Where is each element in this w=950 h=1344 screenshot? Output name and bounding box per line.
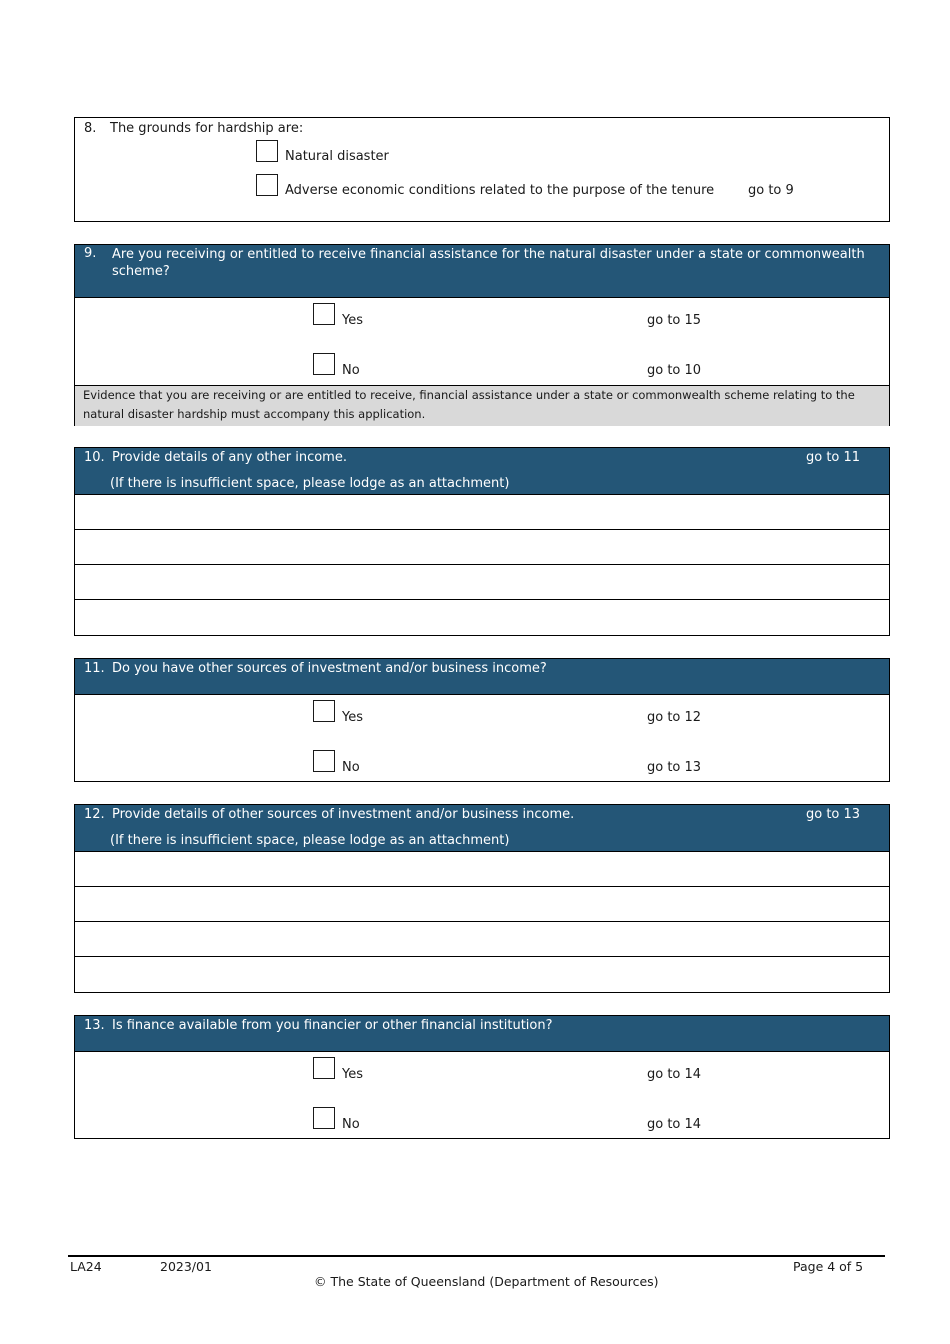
evidence-note: Evidence that you are receiving or are entitled to receive, financial assistance under a state or commonwealth scheme relating to the natural disaster hardship must accompany this application.	[75, 385, 889, 426]
yes-checkbox[interactable]	[313, 700, 335, 722]
yes-checkbox[interactable]	[313, 303, 335, 325]
yes-label: Yes	[342, 313, 363, 328]
no-label: No	[342, 1117, 360, 1132]
income-input-row[interactable]	[75, 599, 889, 633]
page-number: Page 4 of 5	[793, 1259, 864, 1274]
question-header	[75, 805, 889, 851]
question-number: 9.	[84, 246, 97, 261]
investment-input-row[interactable]	[75, 886, 889, 921]
answer-area	[75, 1051, 889, 1138]
no-label: No	[342, 760, 360, 775]
goto-label: go to 13	[806, 807, 861, 822]
copyright: © The State of Queensland (Department of Resources)	[314, 1274, 659, 1289]
question-text: The grounds for hardship are:	[110, 121, 304, 136]
question-header	[75, 1016, 889, 1051]
question-number: 10.	[84, 450, 105, 465]
attachment-note: (If there is insufficient space, please lodge as an attachment)	[110, 833, 510, 848]
income-input-row[interactable]	[75, 529, 889, 564]
question-header	[75, 659, 889, 694]
goto-label: go to 9	[748, 183, 794, 198]
income-input-row[interactable]	[75, 494, 889, 529]
goto-label: go to 11	[806, 450, 861, 465]
question-number: 13.	[84, 1018, 105, 1033]
question-number: 11.	[84, 661, 105, 676]
question-9-section	[74, 244, 890, 426]
question-text: Is finance available from you financier or other financial institution?	[112, 1018, 553, 1033]
natural-disaster-checkbox[interactable]	[256, 140, 278, 162]
goto-label: go to 14	[647, 1067, 702, 1082]
answer-area	[75, 694, 889, 781]
investment-input-row[interactable]	[75, 921, 889, 956]
natural-disaster-label: Natural disaster	[285, 149, 389, 164]
goto-label: go to 14	[647, 1117, 702, 1132]
question-text: Do you have other sources of investment and/or business income?	[112, 661, 547, 676]
question-text: Are you receiving or entitled to receive financial assistance for the natural disaster under a state or commonwealth scheme?	[112, 247, 865, 279]
question-header	[75, 245, 889, 297]
attachment-note: (If there is insufficient space, please lodge as an attachment)	[110, 476, 510, 491]
question-text: Provide details of other sources of investment and/or business income.	[112, 807, 575, 822]
form-version: 2023/01	[160, 1259, 212, 1274]
form-code: LA24	[70, 1259, 102, 1274]
yes-checkbox[interactable]	[313, 1057, 335, 1079]
question-10-section	[74, 447, 890, 636]
adverse-economic-label: Adverse economic conditions related to the purpose of the tenure	[285, 183, 715, 198]
answer-area	[75, 297, 889, 385]
question-8-section	[74, 117, 890, 222]
goto-label: go to 13	[647, 760, 702, 775]
no-checkbox[interactable]	[313, 1107, 335, 1129]
question-number: 12.	[84, 807, 105, 822]
goto-label: go to 10	[647, 363, 702, 378]
question-text: Provide details of any other income.	[112, 450, 347, 465]
yes-label: Yes	[342, 710, 363, 725]
investment-input-row[interactable]	[75, 851, 889, 886]
goto-label: go to 12	[647, 710, 702, 725]
adverse-economic-checkbox[interactable]	[256, 174, 278, 196]
yes-label: Yes	[342, 1067, 363, 1082]
question-12-section	[74, 804, 890, 993]
no-checkbox[interactable]	[313, 750, 335, 772]
income-input-row[interactable]	[75, 564, 889, 599]
question-header	[75, 448, 889, 494]
goto-label: go to 15	[647, 313, 702, 328]
question-11-section	[74, 658, 890, 782]
question-number: 8.	[84, 121, 97, 136]
investment-input-row[interactable]	[75, 956, 889, 990]
question-13-section	[74, 1015, 890, 1139]
footer-divider	[68, 1255, 885, 1257]
no-checkbox[interactable]	[313, 353, 335, 375]
no-label: No	[342, 363, 360, 378]
